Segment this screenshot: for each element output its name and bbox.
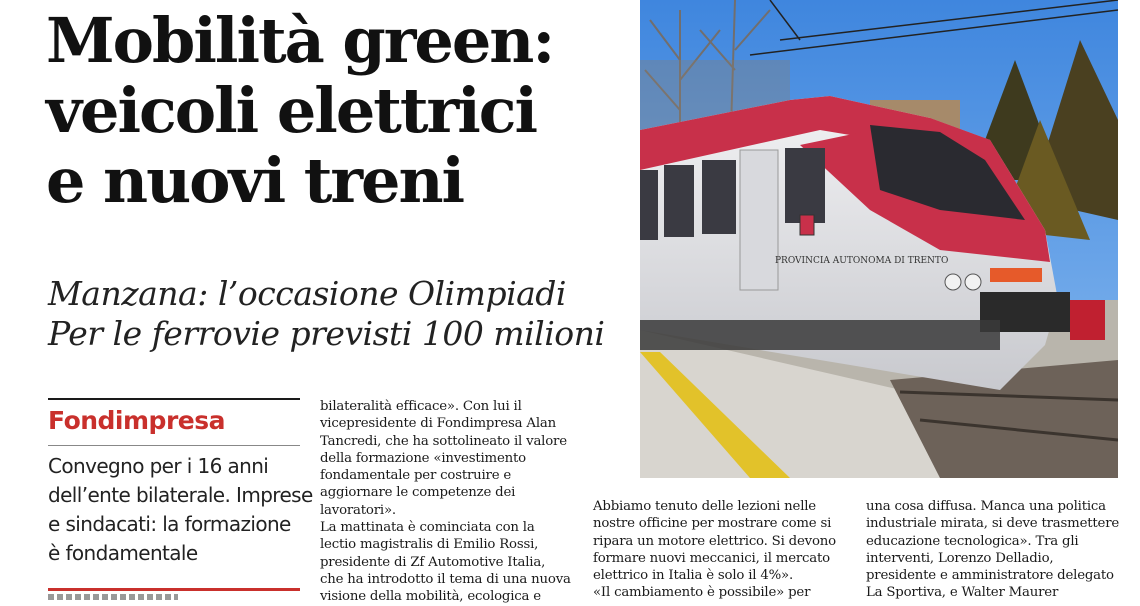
headline [46,6,626,216]
body-line: industriale mirata, si deve trasmettere [866,516,1120,532]
body-line: lectio magistralis di Emilio Rossi, [320,537,539,553]
headline-line-1: Mobilità green: [46,4,554,77]
body-line: interventi, Lorenzo Delladio, [866,550,1054,566]
body-line: formare nuovi meccanici, il mercato [593,550,830,566]
headline-line-3: e nuovi treni [46,144,464,217]
article-column-3 [866,498,1126,602]
body-line: ripara un motore elettrico. Si devono [593,533,836,549]
summary-box [48,452,313,568]
summary-line: è fondamentale [48,541,198,565]
box-bottom-red-rule [48,588,300,591]
train-photo [640,0,1118,478]
box-mid-rule [48,445,300,446]
subheadline-line-2: Per le ferrovie previsti 100 milioni [48,314,605,353]
article-column-2 [593,498,851,602]
body-line: visione della mobilità, ecologica e [320,589,541,605]
headline-line-2: veicoli elettrici [46,74,537,147]
body-line: Abbiamo tenuto delle lezioni nelle [593,499,816,514]
body-line: La Sportiva, e Walter Maurer [866,585,1059,601]
subheadline [48,274,638,354]
body-line: che ha introdotto il tema di una nuova [320,571,571,587]
body-line: vicepresidente di Fondimpresa Alan [320,416,556,432]
body-line: aggiornare le competenze dei [320,485,516,501]
body-line: «Il cambiamento è possibile» per [593,585,811,601]
summary-line: dell’ente bilaterale. Imprese [48,483,313,507]
body-line: della formazione «investimento [320,450,526,466]
body-line: una cosa diffusa. Manca una politica [866,499,1106,514]
body-line: lavoratori». [320,502,396,518]
byline-cutoff [48,594,178,600]
body-line: educazione tecnologica». Tra gli [866,533,1079,549]
body-line: bilateralità efficace». Con lui il [320,399,522,414]
body-line: fondamentale per costruire e [320,468,512,484]
body-line: presidente di Zf Automotive Italia, [320,554,546,570]
body-line: La mattinata è cominciata con la [320,520,535,536]
livery-text: PROVINCIA AUTONOMA DI TRENTO [775,256,949,266]
box-top-rule [48,398,300,400]
subheadline-line-1: Manzana: l’occasione Olimpiadi [48,274,566,313]
section-kicker: Fondimpresa [48,406,225,435]
body-line: Tancredi, che ha sottolineato il valore [320,433,567,449]
body-line: presidente e amministratore delegato [866,568,1114,584]
article-column-1 [320,398,580,606]
summary-line: Convegno per i 16 anni [48,454,269,478]
body-line: elettrico in Italia è solo il 4%». [593,568,793,584]
summary-line: e sindacati: la formazione [48,512,291,536]
body-line: nostre officine per mostrare come si [593,516,832,532]
